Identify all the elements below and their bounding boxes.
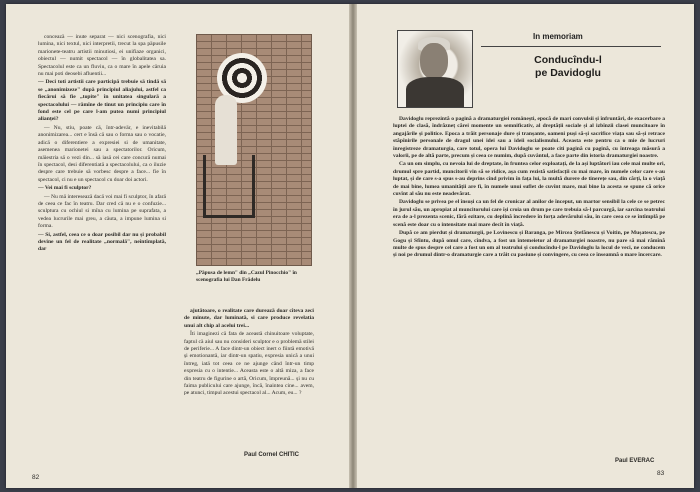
photo-caption: „Päpusa de lemn" din „Cazul Pinocchio" în scenografia lui Dan Frädelu [196,270,297,283]
portrait-shoulders-image [406,77,464,107]
author-signature: Paul Cornel CHITIC [244,452,300,458]
book-gutter [349,4,357,488]
portrait-face-image [420,43,448,79]
left-page [6,4,349,488]
paragraph: Davidoglu se privea pe el însuși ca un fel de cronicar al anilor de început, un martor sensibil la cele ce se petrec în jurul său, un apropiat al muncitorului care își croia un drum pe care trebuia să-l parcurgă, iar sarcina teatrului era de a-l prezenta scenic, fără ezitare, cu deplină încredere în forța adevărului său, în care ceea ce se întîmplă pe scenă este doar cu o intensitate mai mare decît în viață. [393,199,665,228]
author-signature: Paul EVERAC [615,458,655,464]
paragraph: ajutätoare, o realitate care dureazä doar cîteva zeci de minute, dar luminatä, si care produce revelatia unui alt chip al acelui trei... [184,308,314,329]
paragraph: conceazä — inute separat — nici scenografia, nici lumina, nici textul, nici interpretii, trecut la spa päpusile marionete-teatru artistii minutiosi, ei unifiaze organici, obiectul — numit spectacol — în globalitatea sa. Spectacolul este ca un fluviu, ca o mare în apele cäruia nu mai poti deosebi afluentii... [38,34,166,78]
paragraph: După ce am pierdut și dramaturgii, pe Lovinescu și Baranga, pe Mircea Ștefănescu și Voitin, pe Mușatescu, pe Gogu și Sfîntu, după omul care, cîndva, a fost un întemeietor al dramaturgiei noastre, nu pare să mai rămînă multe de spus despre cel care a fost un om al teatrului și conducîndu-l pe Davidoglu la locul de veci, ne conducem și noi pe drumul dintr-o dramaturgie care a trăit cu pasiune și convingere, cu ceea ce înseamnă o mare încercare. [393,230,665,259]
title-line-1: Conducîndu-l [534,54,602,66]
header-rule [481,46,661,47]
paragraph: Îti imaginezi cä fata de aceastä chinuitoare voluptate, faptul cä aiul sau nu consideri sculptor e o problemä stilei de periferie... A face dintr-un obiect inert o fiintä emotivä și emotionantä, iar dintr-un spatiu, expresia unică a unui întreg, iatä tot ceea ce ne ajunge când într-un timp expresia cu o intentie... Aceasta este o altă miza, a face din teatru de figurine o artă, Oricum, împreună... și nu cu faima publicului care ajunge, încă, înaintea cine... avem, pe atunci, timpul acestui spectacol al... Acum, eu... ? [184,331,314,397]
page-number: 82 [32,474,40,481]
interview-question: — Si, astfel, ceea ce o doar posibil dar nu și probabil devine un fel de realitate „normalä", neîntîmplatä, dar [38,232,166,254]
paragraph: — Nu mä intereseazä dacä voi mai fi sculptor, în afarä de ceea ce fac în teatru. Dar cred cä nu e o confuzie... sculptura cu ochiul si mîna cu lumina pe suprafata, a vedea lucrurile mai greu, a cäuta, a impune lumina si forma. [38,193,166,230]
paragraph: Ca un om simplu, cu nevoia lui de dreptate, în fruntea celor exploatați, de la ași luptători iau cele mai multe ori, drumul spre partid, muncitorii vin să se ridice, așa cum rezistă satisfacții cu mai mare, în numele celor care s-au luptat, și de care s-a spus s-au deprins cînd privim în fața lui, la multă durere de tinerețe sau, din cărți, la o viață de mai bine, lumea umanității are fi, în numele unui suflet de cuvînt mare, mai bine la acesta se spune că orice cuvînt al său nu este neadevărat. [393,161,665,198]
section-label: In memoriam [533,32,583,41]
article-body [393,116,665,458]
paragraph: — Nu, stiu, poate cä, într-adevär, e inevitabilä anonimizarea... cert e însä cä sau o forma sau o vocatie, adicä o diferentiere a expresiei si de umanitate, asemenea marionetei sau a spectatorilor. Oricum, mäiestria sä o vezi din... sä iasä cei care concurä numai în spectacol, desi diferentiatä a spectacolului, ca o iluzie despre care trebuie sä vorbesc despre a face... fie în spectacol, ci nu e un spectacol cu doar doi actori. [38,124,166,183]
puppet-photo [196,34,312,266]
paragraph: Davidoglu reprezintă o pagină a dramaturgiei românești, epocă de mari convulsii și înfruntări, de exacerbare a luptei de clasă, îndrăzneț cărei momente un semnificativ, al dreptății sociale și al izbînzii clasei muncitoare în angajările și politice. Epoca a trăit personaje dure și tranșante, oameni puși să-și sacrifice viața sau să-și retrace stăpînirile personale de dragul unei idei sau a ideii socialismului. Aceasta este pentru ca o mie de lucruri înregistreze dramaturgia, care totul, opera lui Davidoglu se poate citi pagină cu pagină, cu întreaga măsură a valorii, pe de altă parte, precum și ceea ce numim, după cuvântul, a face parte din istoria dramaturgiei noastre. [393,116,665,160]
title-line-2: pe Davidoglu [535,67,601,79]
article-title [493,54,643,80]
chair-frame-image [203,155,255,218]
right-column-text [184,308,314,428]
page-number: 83 [657,470,665,477]
left-column-text [38,34,166,452]
right-page [357,4,694,488]
author-portrait [397,30,473,108]
interview-question: — Vei mai fi sculptor? [38,185,166,192]
interview-question: — Deci toti artistii care participä trebuie sä tindä sä se „anonimizeze" dupä principiul aliajului, astfel ca fiecärui sä fie „topite" în unitatea singularä a spectacolului — rämîne de tinut un principiu care în fond este cel pe care l-am putea numi principiul alianței? [38,79,166,123]
